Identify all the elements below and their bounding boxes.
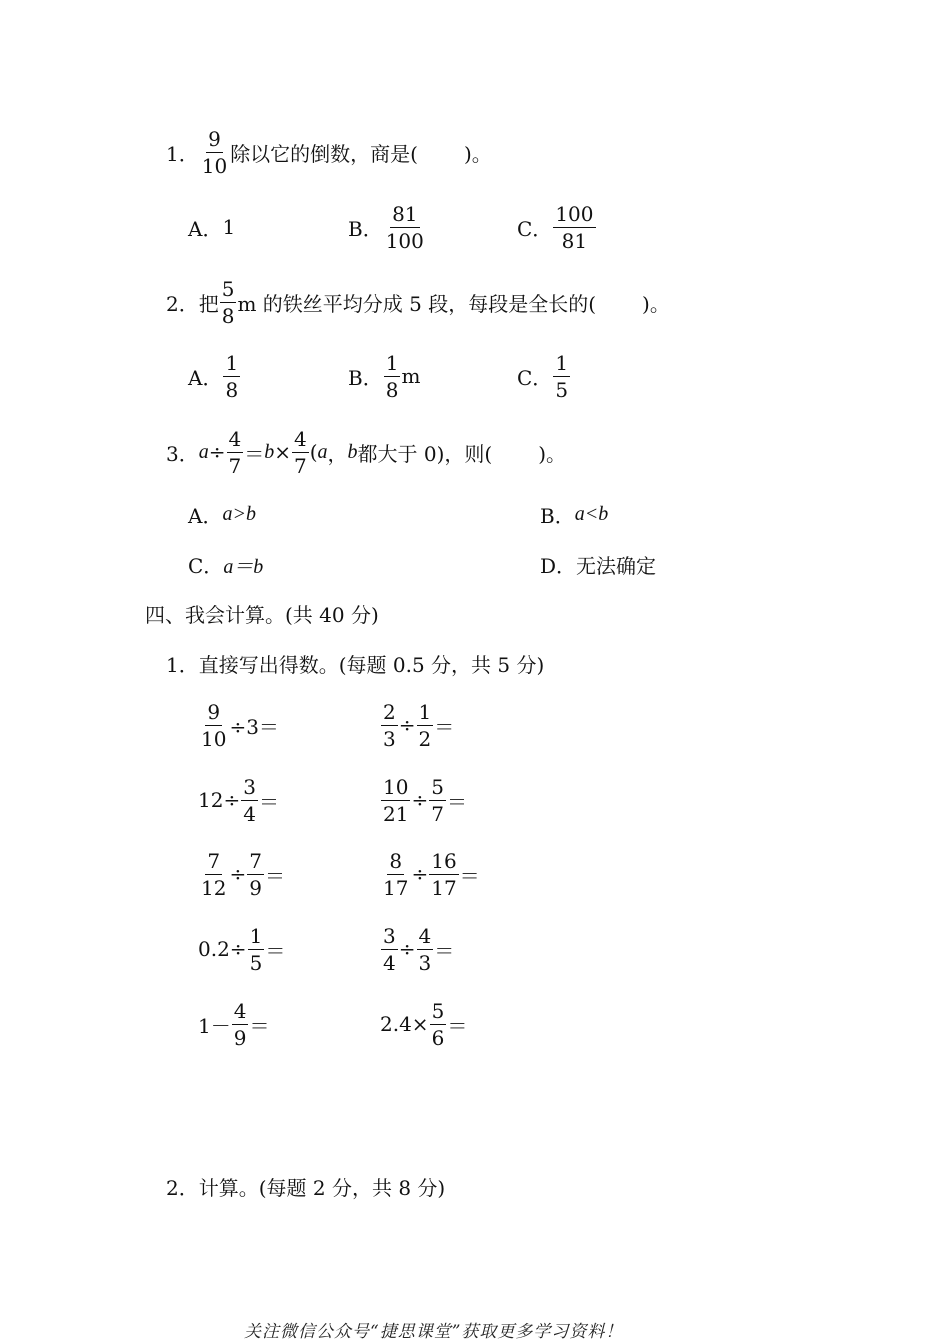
question-text: m 的铁丝平均分成 5 段，每段是全长的( [237, 291, 597, 316]
q2-option-c[interactable]: C． $\frac{1}{5}$ [517, 350, 569, 402]
fraction: $\frac{4}{9}$ [233, 998, 247, 1050]
fraction: $\frac{3}{4}$ [243, 774, 256, 826]
fraction: $\frac{16}{17}$ [431, 848, 457, 900]
fraction: $\frac{100}{81}$ [555, 201, 594, 253]
fraction: $\frac{9}{10}$ [201, 699, 227, 751]
question-1: 1． $\frac{9}{10}$ 除以它的倒数，商是( )。 [166, 126, 492, 178]
q1-option-b[interactable]: B． $\frac{81}{100}$ [348, 201, 424, 253]
expression-10: 2.4× $\frac{5}{6}$ ＝ [380, 998, 468, 1050]
q3-option-c[interactable]: C． a＝b [188, 553, 264, 578]
fraction: $\frac{9}{10}$ [201, 126, 228, 178]
q3-option-a[interactable]: A． a>b [188, 502, 256, 528]
question-number: 3． [166, 441, 199, 466]
q3-option-d[interactable]: D． 无法确定 [540, 553, 657, 578]
question-text: 除以它的倒数，商是( [230, 141, 418, 166]
fraction: $\frac{1}{5}$ [555, 350, 569, 402]
fraction: $\frac{1}{5}$ [249, 923, 263, 975]
q1-option-a[interactable]: A． 1 [188, 215, 236, 241]
q3-option-b[interactable]: B． a<b [540, 502, 609, 528]
fraction: $\frac{4}{3}$ [418, 923, 432, 975]
fraction: $\frac{5}{8}$ [221, 276, 235, 328]
q2-option-a[interactable]: A． $\frac{1}{8}$ [188, 350, 239, 402]
fraction: $\frac{4}{7}$ [228, 426, 242, 478]
q2-option-b[interactable]: B． $\frac{1}{8}$ m [348, 350, 421, 402]
calc-1-title: 1．直接写出得数。(每题 0.5 分，共 5 分) [166, 652, 545, 677]
question-number: 2． [166, 291, 199, 316]
fraction: $\frac{7}{12}$ [201, 848, 227, 900]
q1-option-c[interactable]: C． $\frac{100}{81}$ [517, 201, 594, 253]
section-4-title: 四、我会计算。(共 40 分) [145, 602, 379, 627]
expression-8: $\frac{3}{4}$ ÷ $\frac{4}{3}$ ＝ [383, 923, 455, 975]
fraction: $\frac{7}{9}$ [249, 848, 262, 900]
expression-9: 1－ $\frac{4}{9}$ ＝ [198, 998, 270, 1050]
fraction: $\frac{5}{6}$ [431, 998, 445, 1050]
expression-5: $\frac{7}{12}$ ÷ $\frac{7}{9}$ ＝ [201, 848, 285, 900]
expression-2: $\frac{2}{3}$ ÷ $\frac{1}{2}$ ＝ [383, 699, 455, 751]
fraction: $\frac{5}{7}$ [431, 774, 444, 826]
fraction: $\frac{3}{4}$ [383, 923, 396, 975]
fraction: $\frac{1}{2}$ [418, 699, 432, 751]
fraction: $\frac{10}{21}$ [383, 774, 409, 826]
calc-2-title: 2．计算。(每题 2 分，共 8 分) [166, 1175, 446, 1200]
expression-4: $\frac{10}{21}$ ÷ $\frac{5}{7}$ ＝ [383, 774, 467, 826]
fraction: $\frac{2}{3}$ [383, 699, 396, 751]
question-3: 3． a ÷ $\frac{4}{7}$ ＝ b × $\frac{4}{7}$ ( a ， b 都大于 0)，则( )。 [166, 426, 567, 478]
footer-note: 关注微信公众号“捷思课堂”获取更多学习资料！ [244, 1321, 624, 1342]
question-2: 2． 把 $\frac{5}{8}$ m 的铁丝平均分成 5 段，每段是全长的( )。 [166, 276, 670, 328]
fraction: $\frac{81}{100}$ [385, 201, 424, 253]
fraction: $\frac{8}{17}$ [383, 848, 409, 900]
expression-6: $\frac{8}{17}$ ÷ $\frac{16}{17}$ ＝ [383, 848, 480, 900]
expression-1: $\frac{9}{10}$ ÷3＝ [201, 699, 279, 751]
fraction: $\frac{1}{8}$ [225, 350, 239, 402]
expression-7: 0.2÷ $\frac{1}{5}$ ＝ [198, 923, 286, 975]
expression-3: 12÷ $\frac{3}{4}$ ＝ [198, 774, 279, 826]
fraction: $\frac{1}{8}$ [385, 350, 399, 402]
fraction: $\frac{4}{7}$ [294, 426, 307, 478]
question-number: 1． [166, 141, 199, 166]
